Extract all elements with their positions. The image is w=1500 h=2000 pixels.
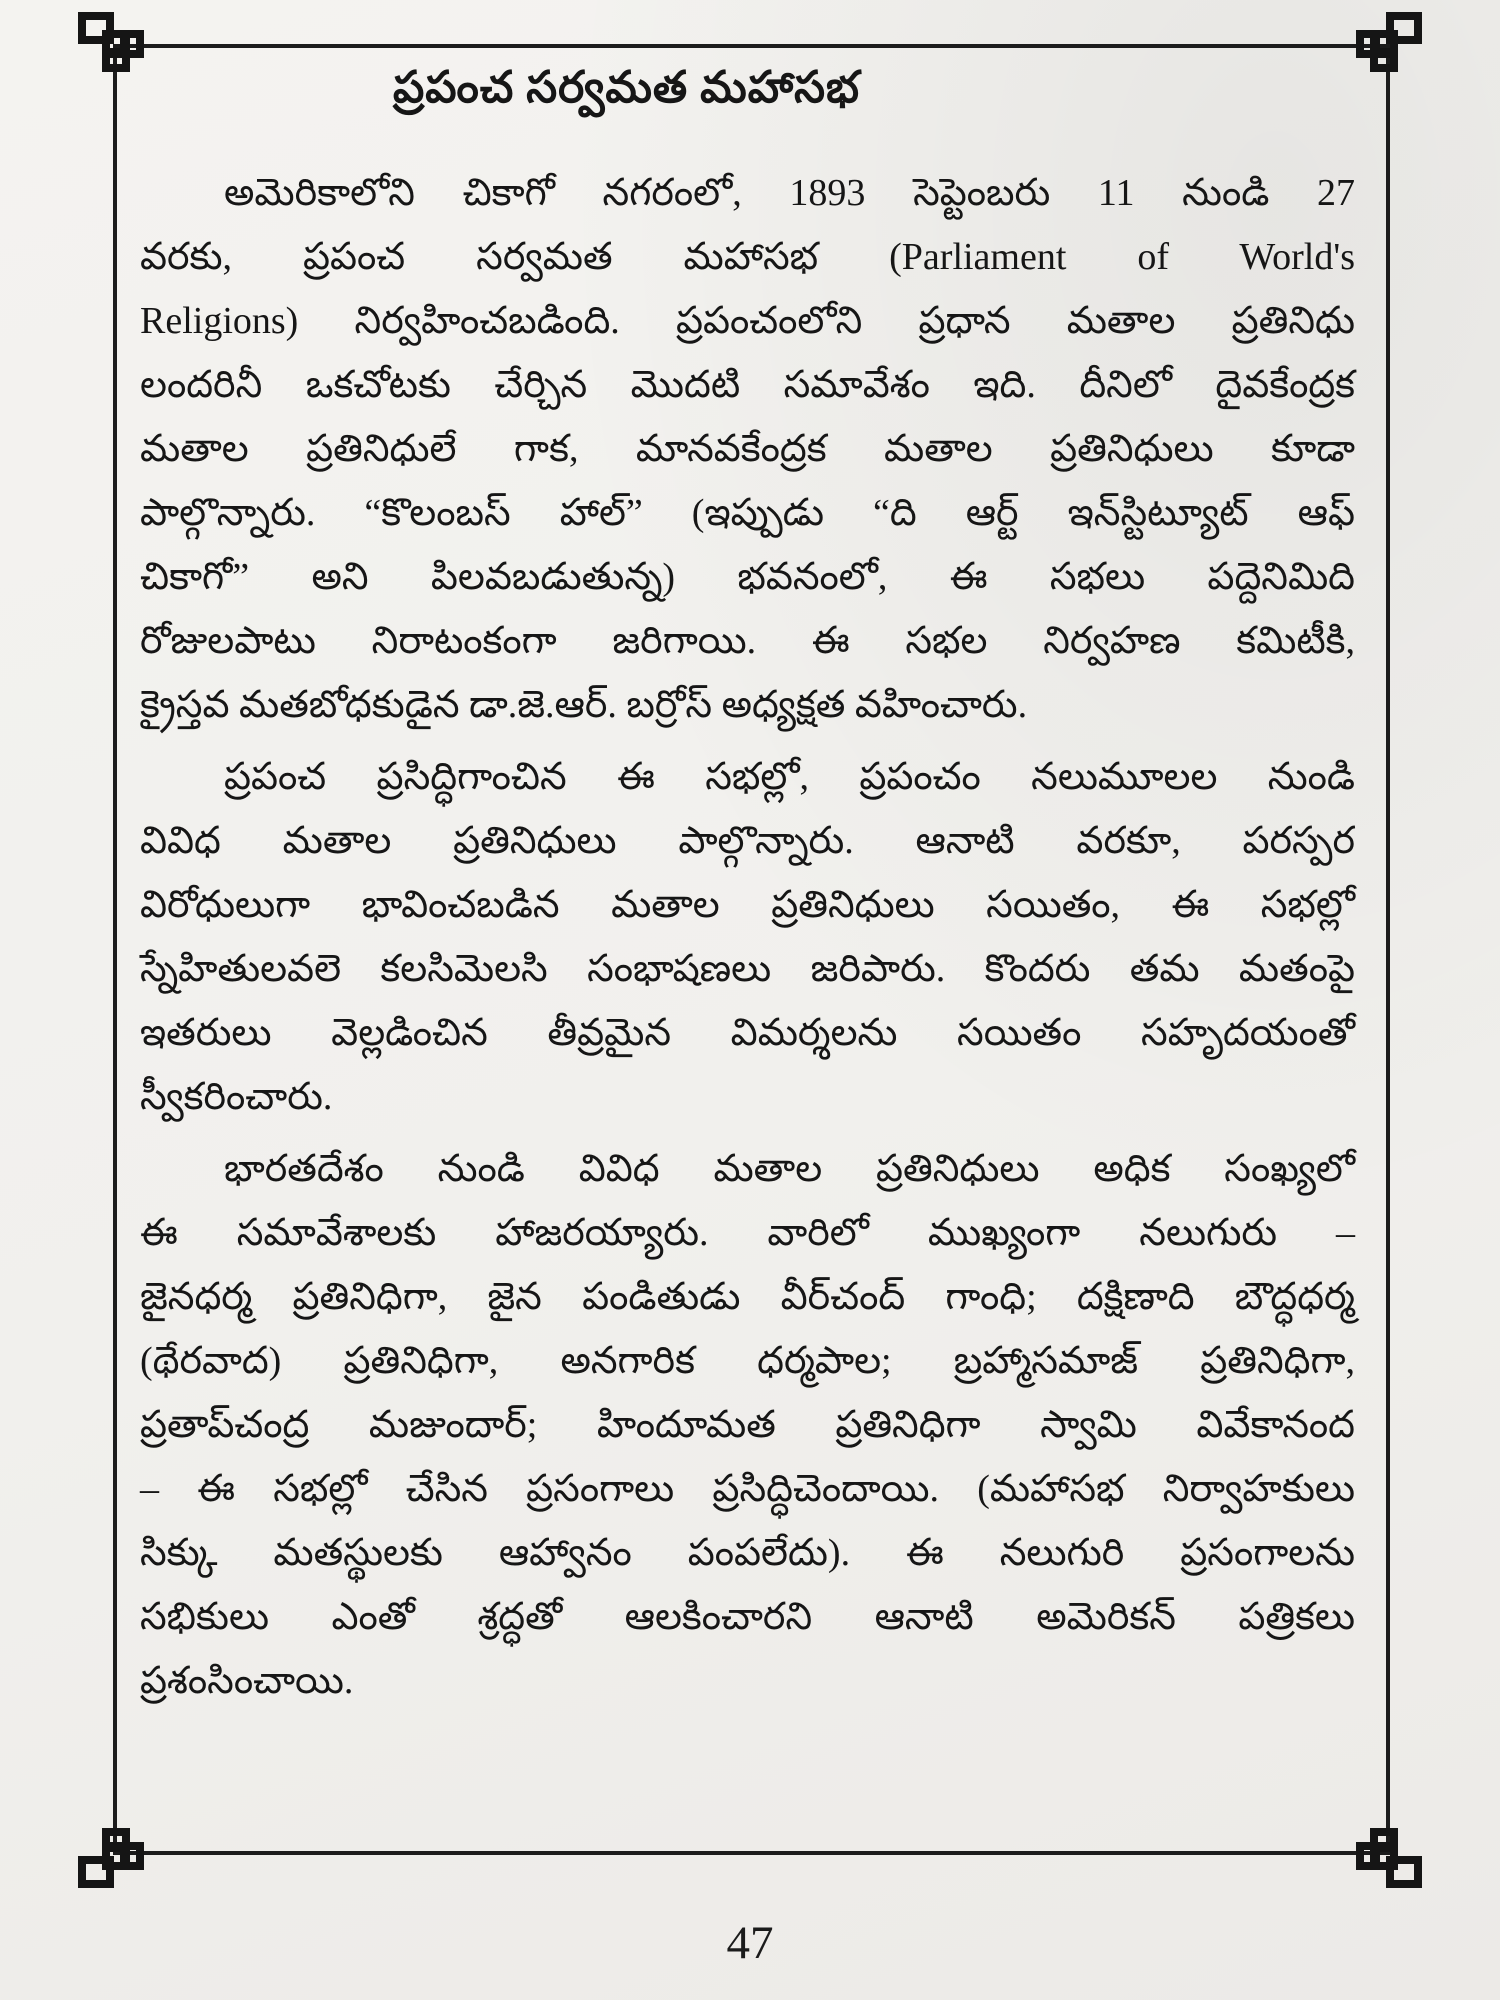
page-number: 47 (726, 1917, 774, 1969)
text-line: పాల్గొన్నారు. “కొలంబస్ హాల్” (ఇప్పుడు “ది ఆర్ట్ ఇన్‌స్టిట్యూట్ ఆఫ్ (140, 492, 1355, 534)
paragraph (140, 745, 1355, 1129)
corner-ornament-icon (1354, 10, 1424, 74)
corner-ornament-icon (76, 1826, 146, 1890)
page-title: ప్రపంచ సర్వమత మహాసభ (392, 63, 861, 112)
text-line: (థేరవాద) ప్రతినిధిగా, అనగారిక ధర్మపాల; బ్రహ్మాసమాజ్ ప్రతినిధిగా, (140, 1340, 1355, 1382)
text-line: విరోధులుగా భావించబడిన మతాల ప్రతినిధులు సయితం, ఈ సభల్లో (140, 884, 1355, 926)
text-line: చికాగో” అని పిలవబడుతున్న) భవనంలో, ఈ సభలు పద్దెనిమిది (140, 556, 1355, 598)
text-line: ఈ సమావేశాలకు హాజరయ్యారు. వారిలో ముఖ్యంగా నలుగురు – (140, 1212, 1355, 1254)
paragraph (140, 1137, 1355, 1713)
text-line: ఇతరులు వెల్లడించిన తీవ్రమైన విమర్శలను సయితం సహృదయంతో (140, 1012, 1355, 1054)
text-line: సిక్కు మతస్థులకు ఆహ్వానం పంపలేదు). ఈ నలుగురి ప్రసంగాలను (140, 1532, 1355, 1574)
text-line: స్నేహితులవలె కలసిమెలసి సంభాషణలు జరిపారు. కొందరు తమ మతంపై (140, 948, 1355, 990)
text-line: ప్రపంచ ప్రసిద్ధిగాంచిన ఈ సభల్లో, ప్రపంచం నలుమూలల నుండి (224, 756, 1355, 798)
text-line: రోజులపాటు నిరాటంకంగా జరిగాయి. ఈ సభల నిర్వహణ కమిటీకి, (140, 620, 1355, 662)
page-body-text (140, 161, 1355, 1721)
text-line: వివిధ మతాల ప్రతినిధులు పాల్గొన్నారు. ఆనాటి వరకూ, పరస్పర (140, 820, 1355, 862)
paragraph (140, 161, 1355, 737)
corner-ornament-icon (1354, 1826, 1424, 1890)
text-line: జైనధర్మ ప్రతినిధిగా, జైన పండితుడు వీర్‌చంద్ గాంధి; దక్షిణాది బౌద్ధధర్మ (140, 1276, 1355, 1318)
text-line: అమెరికాలోని చికాగో నగరంలో, 1893 సెప్టెంబరు 11 నుండి 27 (224, 172, 1355, 214)
text-line: స్వీకరించారు. (140, 1076, 333, 1118)
text-line: లందరినీ ఒకచోటకు చేర్చిన మొదటి సమావేశం ఇది. దీనిలో దైవకేంద్రక (140, 364, 1355, 406)
text-line: క్రైస్తవ మతబోధకుడైన డా.జె.ఆర్. బర్రోస్ అధ్యక్షత వహించారు. (140, 684, 1028, 726)
text-line: మతాల ప్రతినిధులే గాక, మానవకేంద్రక మతాల ప్రతినిధులు కూడా (140, 428, 1355, 470)
text-line: Religions) నిర్వహించబడింది. ప్రపంచంలోని ప్రధాన మతాల ప్రతినిధు (140, 300, 1355, 342)
text-line: వరకు, ప్రపంచ సర్వమత మహాసభ (Parliament of World's (140, 236, 1355, 278)
text-line: ప్రతాప్‌చంద్ర మజుందార్; హిందూమత ప్రతినిధిగా స్వామి వివేకానంద (140, 1404, 1355, 1446)
text-line: ప్రశంసించాయి. (140, 1660, 354, 1702)
text-line: – ఈ సభల్లో చేసిన ప్రసంగాలు ప్రసిద్ధిచెందాయి. (మహాసభ నిర్వాహకులు (140, 1468, 1355, 1510)
text-line: భారతదేశం నుండి వివిధ మతాల ప్రతినిధులు అధిక సంఖ్యలో (224, 1148, 1355, 1190)
text-line: సభికులు ఎంతో శ్రద్ధతో ఆలకించారని ఆనాటి అమెరికన్ పత్రికలు (140, 1596, 1355, 1638)
